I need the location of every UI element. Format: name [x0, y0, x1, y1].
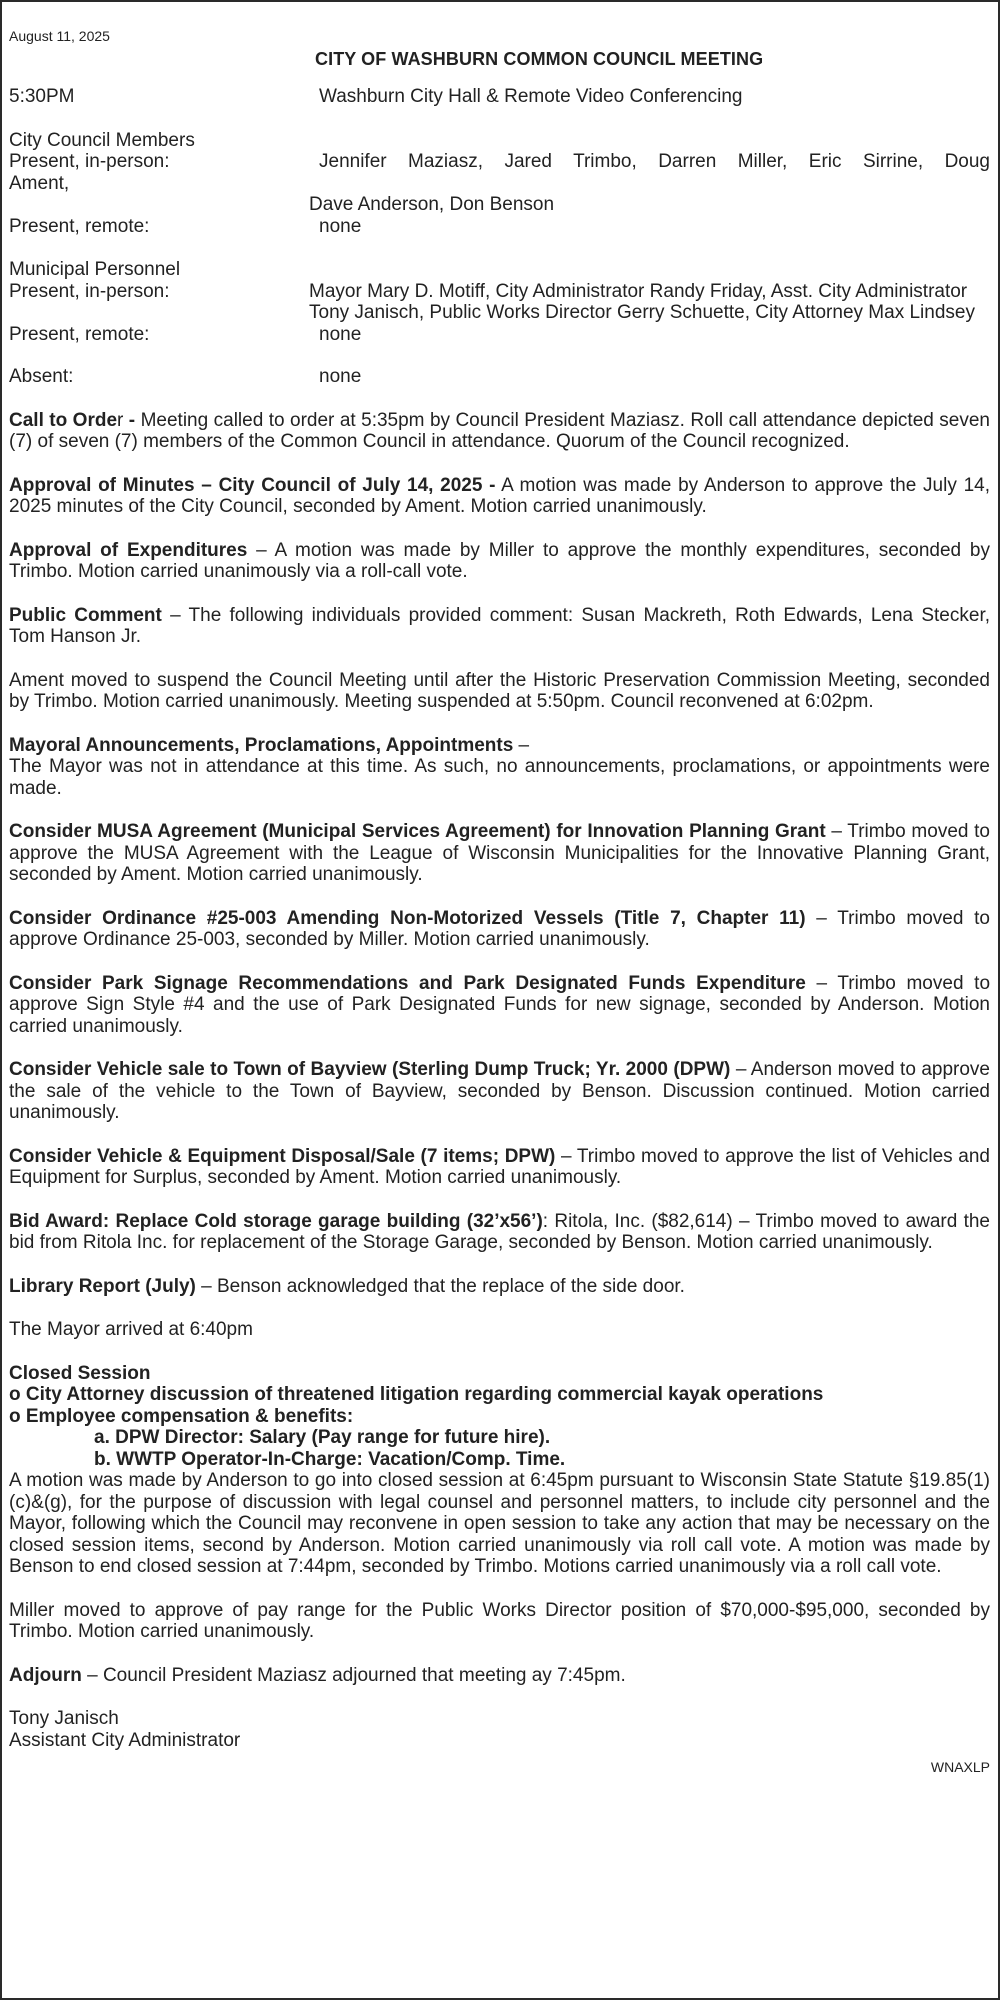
council-present-in-person-row: [9, 151, 990, 173]
closed-session-bullet: o City Attorney discussion of threatened litigation regarding commercial kayak operations: [9, 1384, 824, 1405]
vehicle-sale-item: [9, 1059, 990, 1124]
approval-of-expenditures-item: [9, 540, 990, 583]
bid-award-heading: Bid Award: Replace Cold storage garage building (32’x56’): [9, 1210, 543, 1232]
ordinance-body: – Trimbo moved to approve Ordinance 25-003, seconded by Miller. Motion carried unanimously.: [9, 907, 990, 950]
library-report-heading: Library Report (July): [9, 1275, 196, 1297]
library-report-item: [9, 1276, 990, 1298]
adjourn-item: [9, 1665, 990, 1687]
ordinance-item: [9, 908, 990, 951]
closed-session-body: A motion was made by Anderson to go into closed session at 6:45pm pursuant to Wisconsin State Statute §19.85(1)(c)&(g), for the purpose of discussion with legal counsel and personnel matters, to include city personnel and the Mayor, following which the Council may reconvene in open session to take any action that may be necessary on the closed session items, second by Anderson. Motion carried unanimously via roll call vote. A motion was made by Benson to end closed session at 7:44pm, seconded by Trimbo. Motions carried unanimously via a roll call vote.: [9, 1470, 990, 1577]
closed-session-item: [9, 1363, 990, 1471]
council-present-remote-label: Present, remote:: [9, 215, 150, 237]
park-signage-body: – Trimbo moved to approve Sign Style #4 and the use of Park Designated Funds for new signage, seconded by Anderson. Motion carried unanimously.: [9, 972, 991, 1037]
call-to-order-heading-tail: r: [117, 409, 124, 431]
meeting-location: Washburn City Hall & Remote Video Conferencing: [319, 86, 743, 107]
musa-agreement-item: [9, 821, 990, 886]
approval-of-minutes-body: A motion was made by Anderson to approve the July 14, 2025 minutes of the City Council, seconded by Ament. Motion carried unanimously.: [9, 474, 990, 517]
time-location-row: [9, 86, 990, 108]
council-present-remote-row: [9, 216, 990, 238]
vehicle-sale-body: – Anderson moved to approve the sale of the vehicle to the Town of Bayview, seconded by Benson. Discussion continued. Motion carried unanimously.: [9, 1059, 990, 1123]
vehicle-disposal-heading: Consider Vehicle & Equipment Disposal/Sale (7 items; DPW): [9, 1145, 556, 1167]
vehicle-disposal-item: [9, 1146, 990, 1189]
mayoral-announcements-item: [9, 735, 990, 800]
mayor-arrived-item: The Mayor arrived at 6:40pm: [9, 1319, 253, 1340]
ordinance-heading: Consider Ordinance #25-003 Amending Non-Motorized Vessels (Title 7, Chapter 11): [9, 907, 806, 929]
absent-value: none: [319, 366, 362, 387]
council-members-heading: City Council Members: [9, 129, 195, 151]
call-to-order-separator: -: [123, 409, 141, 431]
council-present-in-person-label: Present, in-person:: [9, 151, 170, 172]
park-signage-item: [9, 973, 990, 1038]
personnel-present-in-person-names: Mayor Mary D. Motiff, City Administrator Randy Friday, Asst. City Administrator Tony Janisch, Public Works Director Gerry Schuette, City Attorney Max Lindsey: [309, 280, 975, 323]
library-report-body: – Benson acknowledged that the replace of the side door.: [195, 1275, 685, 1297]
council-present-in-person-names-cont: Dave Anderson, Don Benson: [309, 194, 555, 215]
public-comment-item: [9, 605, 990, 648]
closed-session-sub-item: b. WWTP Operator-In-Charge: Vacation/Comp. Time.: [94, 1448, 566, 1470]
council-present-in-person-wrap: Ament,: [9, 172, 70, 194]
call-to-order-item: [9, 410, 990, 453]
document-title: CITY OF WASHBURN COMMON COUNCIL MEETING: [315, 49, 764, 69]
publication-code: WNAXLP: [930, 1759, 990, 1775]
personnel-present-in-person-label: Present, in-person:: [9, 280, 170, 302]
pay-range-item: Miller moved to approve of pay range for the Public Works Director position of $70,000-$95,000, seconded by Trimbo. Motion carried unanimously.: [9, 1599, 990, 1642]
closed-session-heading: Closed Session: [9, 1362, 151, 1384]
park-signage-heading: Consider Park Signage Recommendations and Park Designated Funds Expenditure: [9, 972, 806, 994]
suspend-meeting-item: Ament moved to suspend the Council Meeting until after the Historic Preservation Commission Meeting, seconded by Trimbo. Motion carried unanimously. Meeting suspended at 5:50pm. Council reconvened at 6:02pm.: [9, 669, 990, 712]
approval-of-expenditures-body: – A motion was made by Miller to approve the monthly expenditures, seconded by Trimbo. Motion carried unanimously via a roll-call vote.: [9, 539, 990, 582]
absent-row: [9, 366, 990, 388]
meeting-date: August 11, 2025: [9, 28, 110, 44]
vehicle-sale-heading: Consider Vehicle sale to Town of Bayview (Sterling Dump Truck; Yr. 2000 (DPW): [9, 1059, 731, 1080]
public-comment-heading: Public Comment: [9, 604, 162, 626]
council-present-in-person-names: Jennifer Maziasz, Jared Trimbo, Darren Miller, Eric Sirrine, Doug: [319, 151, 990, 172]
mayoral-announcements-body: The Mayor was not in attendance at this time. As such, no announcements, proclamations, or appointments were made.: [9, 756, 990, 799]
adjourn-body: – Council President Maziasz adjourned that meeting ay 7:45pm.: [81, 1664, 626, 1686]
personnel-present-in-person-row: [9, 281, 990, 324]
approval-of-minutes-heading: Approval of Minutes – City Council of July 14, 2025 -: [9, 474, 496, 496]
signature-title: Assistant City Administrator: [9, 1729, 241, 1751]
approval-of-minutes-item: [9, 475, 990, 518]
mayoral-announcements-heading: Mayoral Announcements, Proclamations, Appointments: [9, 734, 514, 756]
bid-award-body: : Ritola, Inc. ($82,614) – Trimbo moved to award the bid from Ritola Inc. for replacement of the Storage Garage, seconded by Benson. Motion carried unanimously.: [9, 1210, 990, 1253]
council-present-remote-value: none: [319, 215, 362, 237]
musa-agreement-body: – Trimbo moved to approve the MUSA Agreement with the League of Wisconsin Municipalities for the Innovative Planning Grant, seconded by Ament. Motion carried unanimously.: [9, 821, 990, 885]
approval-of-expenditures-heading: Approval of Expenditures: [9, 539, 248, 561]
closed-session-bullet: o Employee compensation & benefits:: [9, 1405, 354, 1427]
signature-name: Tony Janisch: [9, 1708, 119, 1729]
call-to-order-body: Meeting called to order at 5:35pm by Council President Maziasz. Roll call attendance depicted seven (7) of seven (7) members of the Common Council in attendance. Quorum of the Council recognized.: [9, 409, 990, 452]
public-comment-body: – The following individuals provided comment: Susan Mackreth, Roth Edwards, Lena Stecker, Tom Hanson Jr.: [9, 604, 990, 647]
personnel-present-remote-value: none: [319, 323, 362, 345]
personnel-present-remote-label: Present, remote:: [9, 323, 150, 345]
absent-label: Absent:: [9, 366, 74, 387]
mayoral-heading-dash: –: [513, 734, 530, 756]
closed-session-sub-item: a. DPW Director: Salary (Pay range for future hire).: [94, 1427, 551, 1448]
adjourn-heading: Adjourn: [9, 1664, 82, 1686]
vehicle-disposal-body: – Trimbo moved to approve the list of Vehicles and Equipment for Surplus, seconded by Ament. Motion carried unanimously.: [9, 1145, 990, 1188]
personnel-present-remote-row: [9, 324, 990, 346]
municipal-personnel-heading: Municipal Personnel: [9, 259, 181, 280]
call-to-order-heading: Call to Orde: [9, 409, 118, 431]
musa-agreement-heading: Consider MUSA Agreement (Municipal Services Agreement) for Innovation Planning Grant: [9, 821, 826, 842]
signature-block: [9, 1708, 990, 1751]
bid-award-item: [9, 1211, 990, 1254]
meeting-time: 5:30PM: [9, 86, 75, 107]
